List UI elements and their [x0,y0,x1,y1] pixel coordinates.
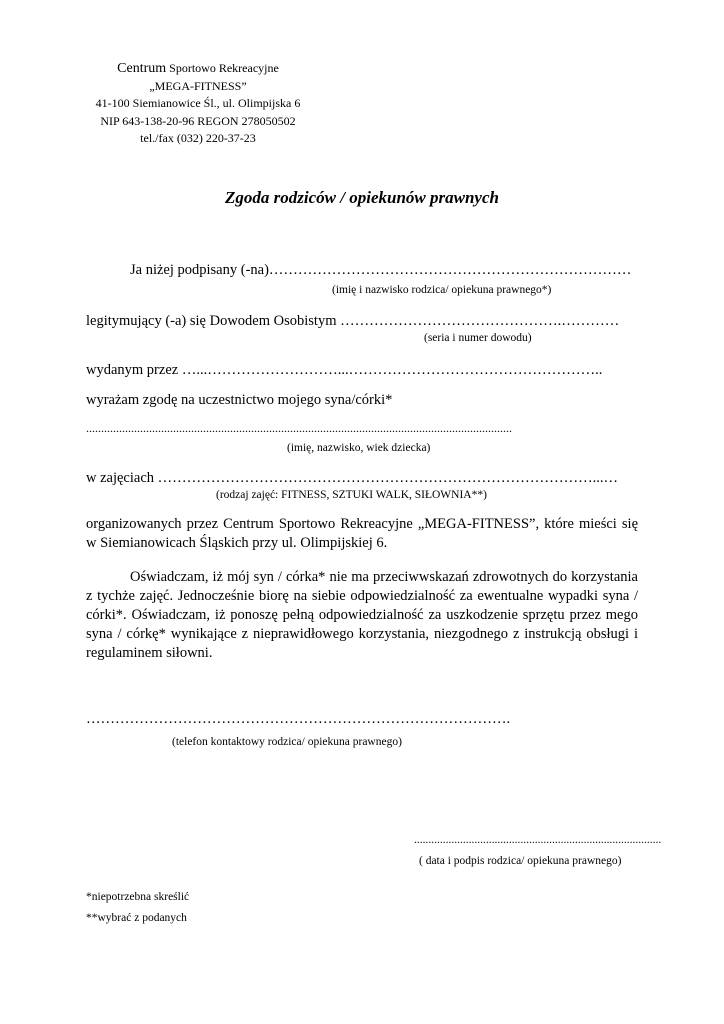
org-tax-ids: NIP 643-138-20-96 REGON 278050502 [100,113,296,128]
phone-field[interactable]: ……………………………………………………………………………. [86,711,511,727]
org-name-line [70,60,326,78]
classes-note: (rodzaj zajęć: FITNESS, SZTUKI WALK, SIŁOWNIA**) [216,489,487,501]
organized-text: organizowanych przez Centrum Sportowo Rekreacyjne „MEGA-FITNESS”, które mieści się w Siemianowicach Śląskich przy ul. Olimpijskiej 6. [86,516,638,551]
signature-field[interactable]: ...................................................................................... [414,834,662,846]
organization-header [70,60,326,148]
child-field[interactable]: .............................................................................................................................................. [86,421,512,435]
organized-paragraph [86,515,638,553]
document-title: Zgoda rodziców / opiekunów prawnych [225,188,499,207]
issued-by-field[interactable]: wydanym przez …...………………………...…………………………………………….. [86,362,603,378]
signatory-note: (imię i nazwisko rodzica/ opiekuna prawnego*) [332,284,552,296]
org-address: 41-100 Siemianowice Śl., ul. Olimpijska 6 [95,96,301,110]
org-phone: tel./fax (032) 220-37-23 [140,131,256,145]
child-note: (imię, nazwisko, wiek dziecka) [287,442,431,454]
id-document-field[interactable]: legitymujący (-a) się Dowodem Osobistym ……………………………………….………… [86,313,620,329]
id-document-note: (seria i numer dowodu) [424,332,532,344]
declaration-paragraph [86,568,638,663]
org-brand: „MEGA-FITNESS” [149,78,247,93]
signatory-field[interactable]: Ja niżej podpisany (-na)………………………………………………………………… [130,262,632,278]
footnote-two: **wybrać z podanych [86,912,187,924]
phone-note: (telefon kontaktowy rodzica/ opiekuna prawnego) [172,736,402,748]
classes-field[interactable]: w zajęciach ………………………………………………………………………………...… [86,470,619,486]
org-name-big: Centrum [117,61,167,76]
consent-line: wyrażam zgodę na uczestnictwo mojego syna/córki* [86,392,393,408]
org-name-rest: Sportowo Rekreacyjne [166,61,279,75]
declaration-text: Oświadczam, iż mój syn / córka* nie ma przeciwwskazań zdrowotnych do korzystania z tychże zajęć. Jednocześnie biorę na siebie odpowiedzialność za ewentualne wypadki syna / córki*. Oświadczam, iż ponoszę pełną odpowiedzialność za uszkodzenie sprzętu przez mego syna / córkę* wynikające z nieprawidłowego korzystania, niezgodnego z instrukcją obsługi i regulaminem siłowni. [86,569,638,661]
footnote-one: *niepotrzebna skreślić [86,891,190,903]
signature-note: ( data i podpis rodzica/ opiekuna prawnego) [419,855,622,867]
